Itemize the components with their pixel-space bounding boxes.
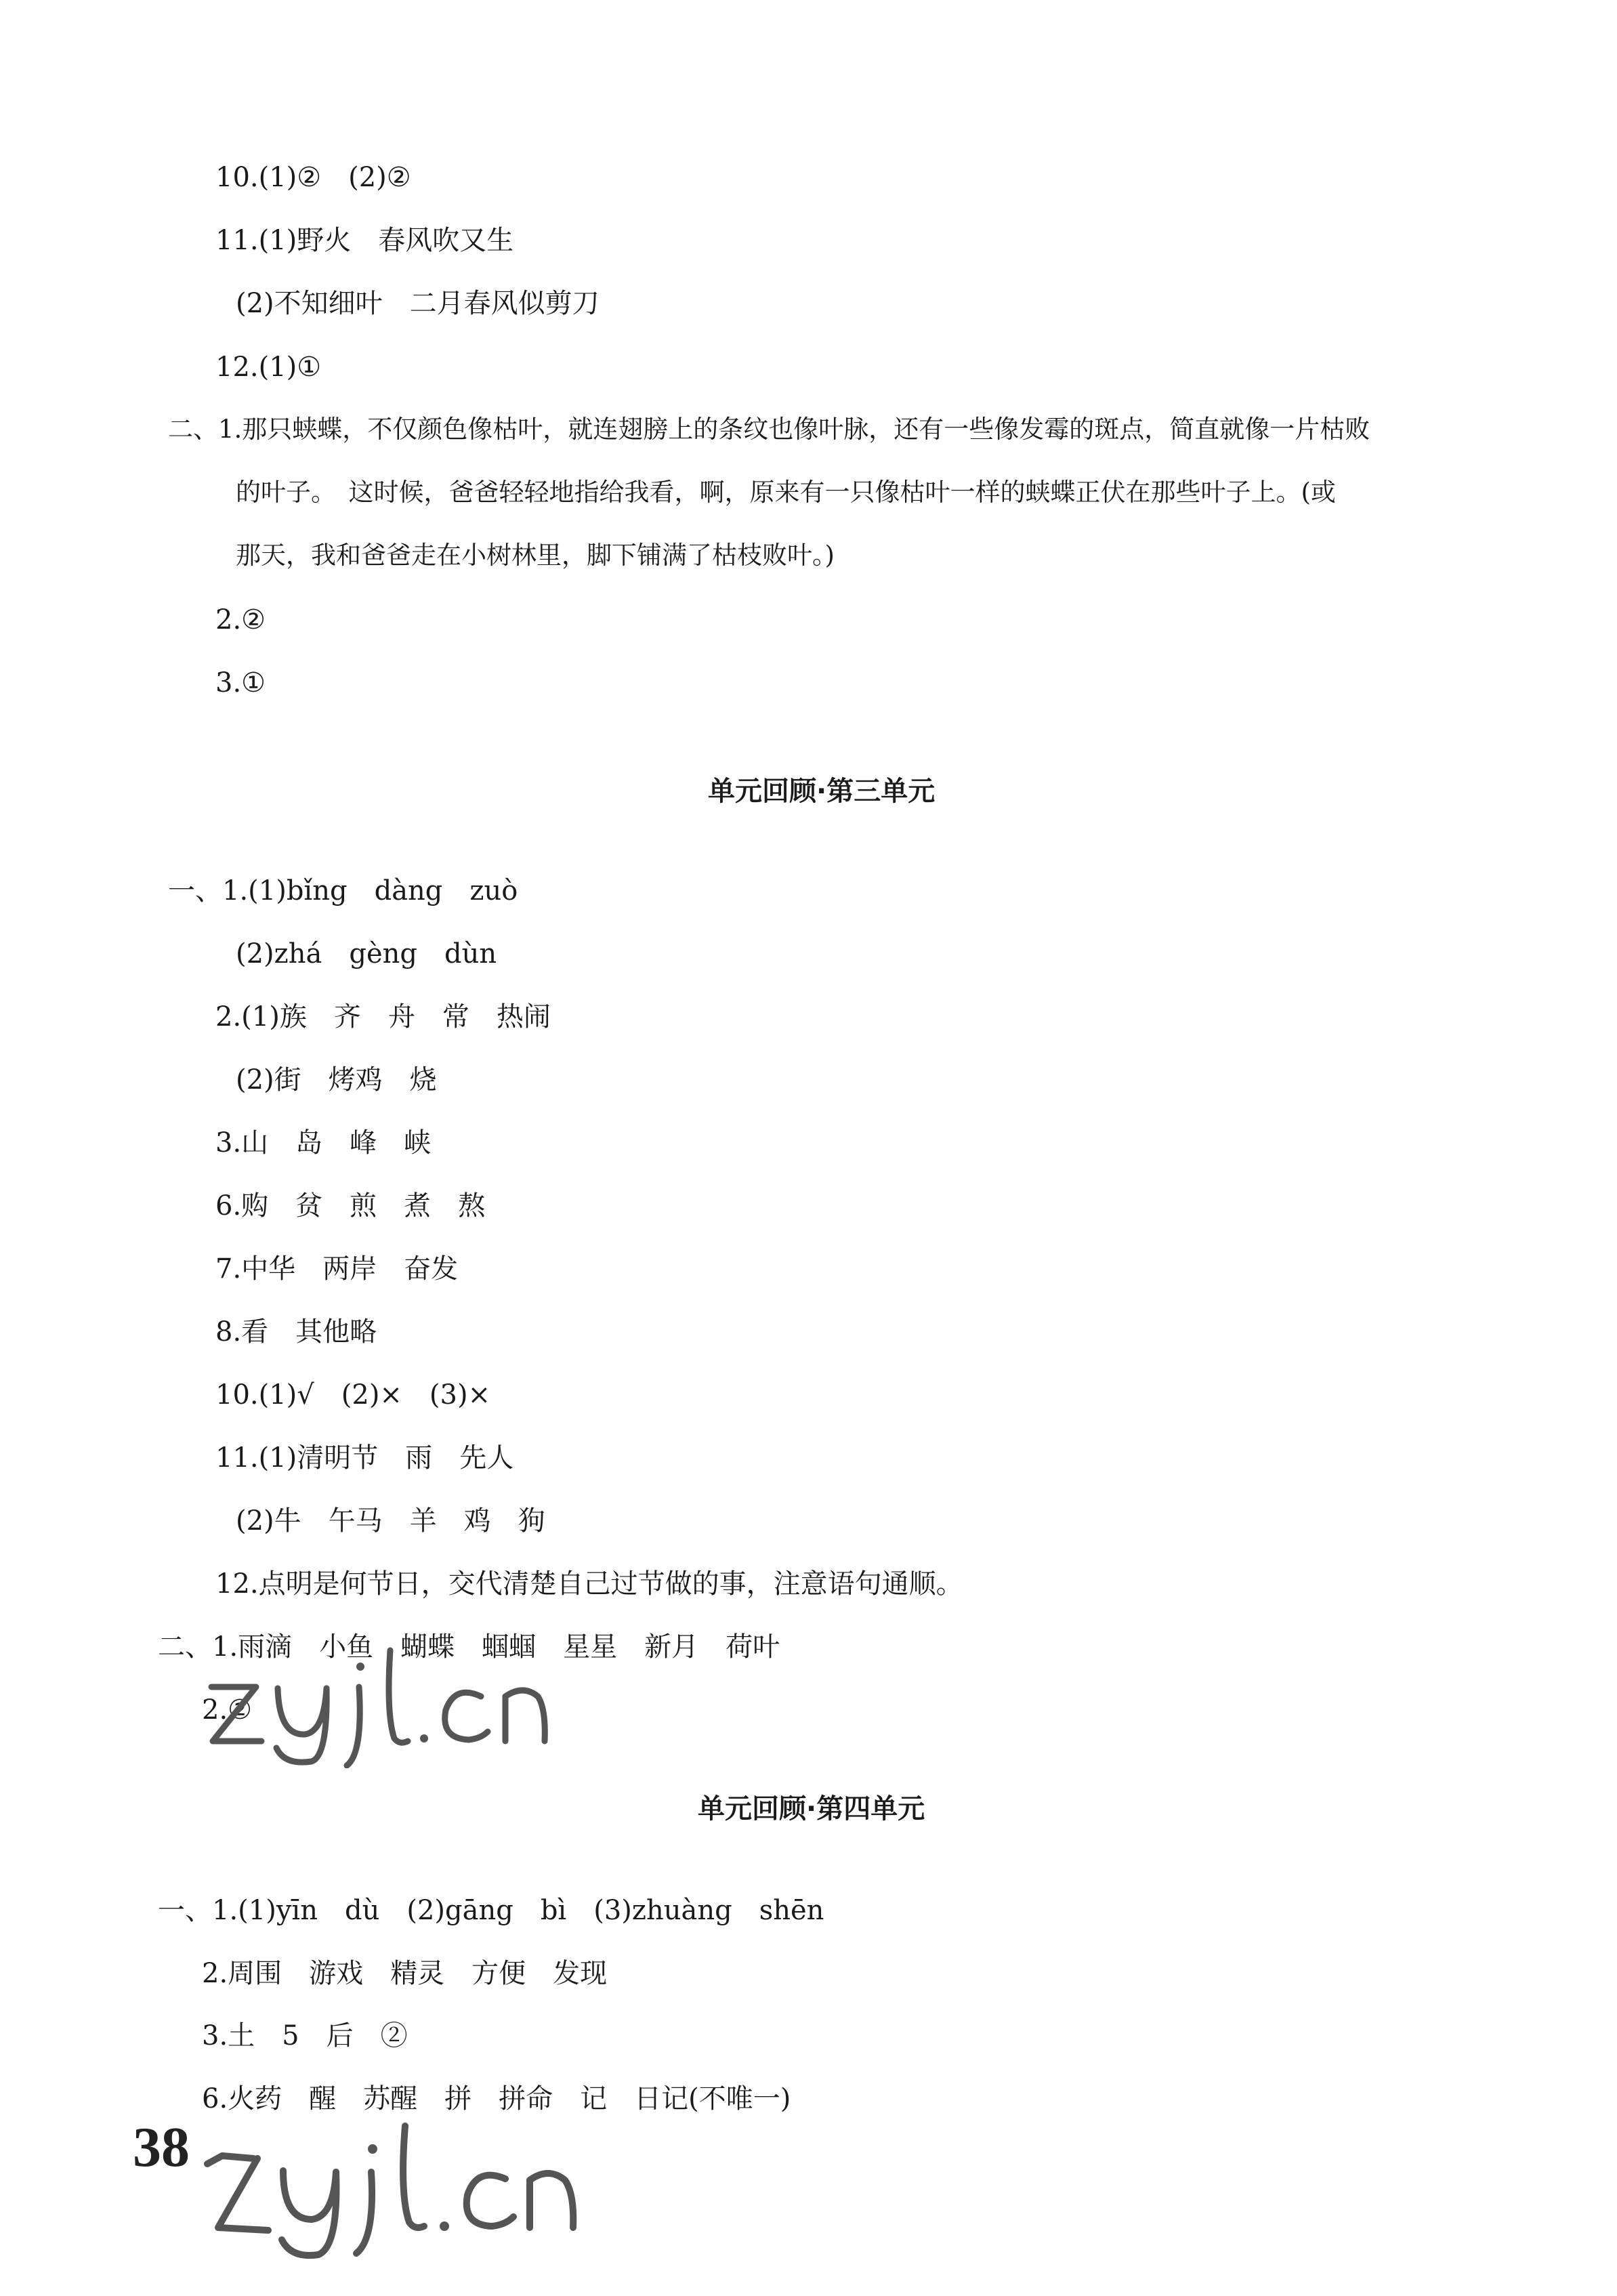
answer-line: 12.点明是何节日，交代清楚自己过节做的事，注意语句通顺。	[215, 1568, 963, 1600]
answer-line: 7.中华 两岸 奋发	[215, 1253, 459, 1285]
answer-line: 3.土 5 后 ②	[202, 2020, 408, 2051]
answer-line: (2)街 烤鸡 烧	[236, 1064, 437, 1095]
answer-line: 2.周围 游戏 精灵 方便 发现	[202, 1958, 608, 1989]
answer-line: 8.看 其他略	[215, 1316, 377, 1348]
answer-line: 一、1.(1)bǐng dàng zuò	[168, 875, 518, 906]
answer-line: 那天，我和爸爸走在小树林里，脚下铺满了枯枝败叶。)	[236, 541, 835, 570]
answer-line: 11.(1)清明节 雨 先人	[215, 1442, 514, 1474]
answer-line: 10.(1)② (2)②	[215, 162, 411, 193]
answer-line: 2.(1)族 齐 舟 常 热闹	[215, 1001, 551, 1032]
answer-line: 二、1.雨滴 小鱼 蝴蝶 蝈蝈 星星 新月 荷叶	[158, 1631, 780, 1663]
answer-line: 2.②	[215, 604, 266, 635]
watermark-logo	[203, 2114, 583, 2263]
answer-line: (2)牛 午马 羊 鸡 狗	[236, 1505, 545, 1537]
answer-line: (2)zhá gèng dùn	[236, 938, 497, 969]
answer-line: (2)不知细叶 二月春风似剪刀	[236, 288, 600, 319]
answer-line: 2.②	[202, 1694, 253, 1726]
section-title-unit4: 单元回顾·第四单元	[698, 1793, 925, 1824]
answer-line: 的叶子。 这时候，爸爸轻轻地指给我看，啊，原来有一只像枯叶一样的蛱蝶正伏在那些叶子上。(或	[236, 478, 1336, 507]
answer-line: 3.山 岛 峰 峡	[215, 1127, 432, 1159]
answer-line: 11.(1)野火 春风吹又生	[215, 225, 514, 256]
answer-line: 10.(1)√ (2)× (3)×	[215, 1379, 491, 1411]
answer-line: 6.购 贫 煎 煮 熬	[215, 1190, 486, 1222]
watermark-logo	[203, 1640, 555, 1768]
answer-line: 12.(1)①	[215, 352, 322, 383]
answer-line: 一、1.(1)yīn dù (2)gāng bì (3)zhuàng shēn	[158, 1895, 824, 1926]
page-number: 38	[133, 2116, 190, 2179]
answer-line: 二、1.那只蛱蝶，不仅颜色像枯叶，就连翅膀上的条纹也像叶脉，还有一些像发霉的斑点，简直就像一片枯败	[168, 415, 1370, 444]
answer-line: 6.火药 醒 苏醒 拼 拼命 记 日记(不唯一)	[202, 2083, 791, 2114]
answer-line: 3.①	[215, 667, 266, 698]
section-title-unit3: 单元回顾·第三单元	[708, 776, 936, 807]
